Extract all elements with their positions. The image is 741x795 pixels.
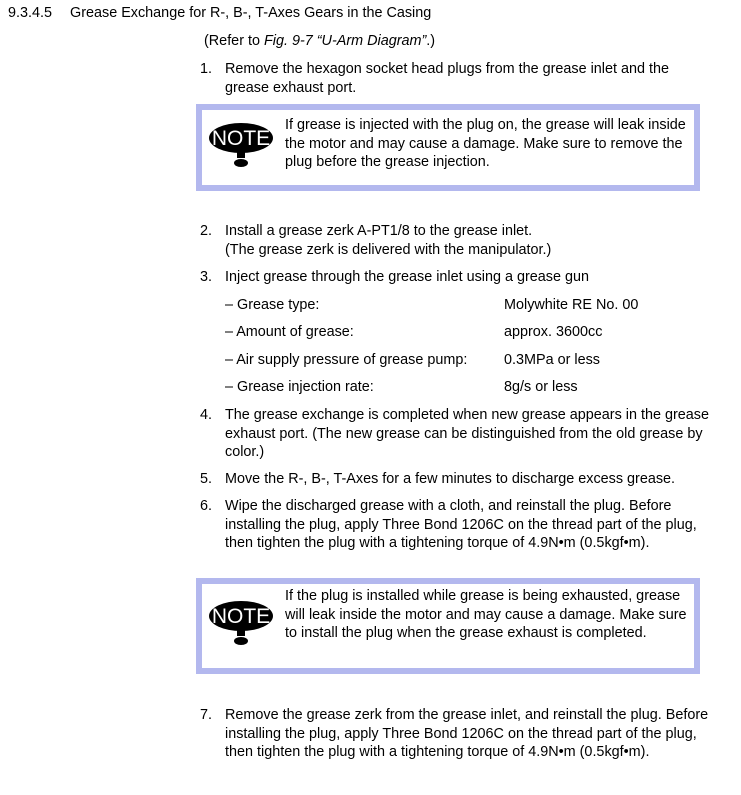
step-number: 3. [200,269,213,285]
step-number: 4. [200,407,213,423]
step-3 [200,268,710,288]
param-value: Molywhite RE No. 00 [504,297,639,313]
step-7 [200,706,710,782]
reference-suffix: .) [426,33,436,49]
section-title: Grease Exchange for R-, B-, T-Axes Gears in the Casing [70,5,432,21]
step-text: The grease exchange is completed when new grease appears in the grease exhaust port. (The new grease can be distinguished from the old grease by color.) [225,407,709,460]
step-text: Move the R-, B-, T-Axes for a few minutes to discharge excess grease. [225,471,676,487]
param-label: – Grease type: [225,297,320,313]
step-number: 6. [200,498,213,514]
note-icon [208,122,274,168]
note-icon [208,600,274,646]
step-5 [200,470,710,490]
param-value: 8g/s or less [504,379,578,395]
step-4 [200,406,710,464]
section-heading [8,5,431,21]
param-label: – Air supply pressure of grease pump: [225,352,468,368]
param-label: – Amount of grease: [225,324,354,340]
step-2 [200,222,710,262]
step-number: 1. [200,61,213,77]
step-number: 5. [200,471,213,487]
step-number: 7. [200,707,213,723]
note-text: If the plug is installed while grease is being exhausted, grease will leak inside the motor and may cause a damage. Make sure to install the plug when the grease exhaust is completed. [285,588,687,641]
step-text: Install a grease zerk A-PT1/8 to the grease inlet. (The grease zerk is delivered with the manipulator.) [225,223,552,258]
note-box-1 [196,104,700,191]
figure-reference [204,33,435,49]
step-1 [200,60,710,100]
param-value: 0.3MPa or less [504,352,600,368]
section-number: 9.3.4.5 [8,5,53,21]
note-text: If grease is injected with the plug on, the grease will leak inside the motor and may cause a damage. Make sure to remove the plug before the grease injection. [285,117,686,170]
param-label: – Grease injection rate: [225,379,374,395]
step-text: Wipe the discharged grease with a cloth, and reinstall the plug. Before installing the plug, apply Three Bond 1206C on the thread part of the plug, then tighten the plug with a tightening torque of 4.9N•m (0.5kgf•m). [225,498,697,551]
step-text: Inject grease through the grease inlet using a grease gun [225,269,590,285]
param-value: approx. 3600cc [504,324,603,340]
svg-text:NOTE: NOTE [211,127,271,150]
step-text: Remove the grease zerk from the grease inlet, and reinstall the plug. Before installing the plug, apply Three Bond 1206C on the thread part of the plug, then tighten the plug with a tightening torque of 4.9N•m (0.5kgf•m). [225,707,709,760]
step-6 [200,497,710,573]
reference-prefix: (Refer to [204,33,264,49]
note-box-2 [196,578,700,674]
step-text: Remove the hexagon socket head plugs from the grease inlet and the grease exhaust port. [225,61,669,96]
step-number: 2. [200,223,213,239]
figure-link[interactable]: Fig. 9-7 “U-Arm Diagram” [263,33,427,49]
svg-text:NOTE: NOTE [211,605,271,628]
